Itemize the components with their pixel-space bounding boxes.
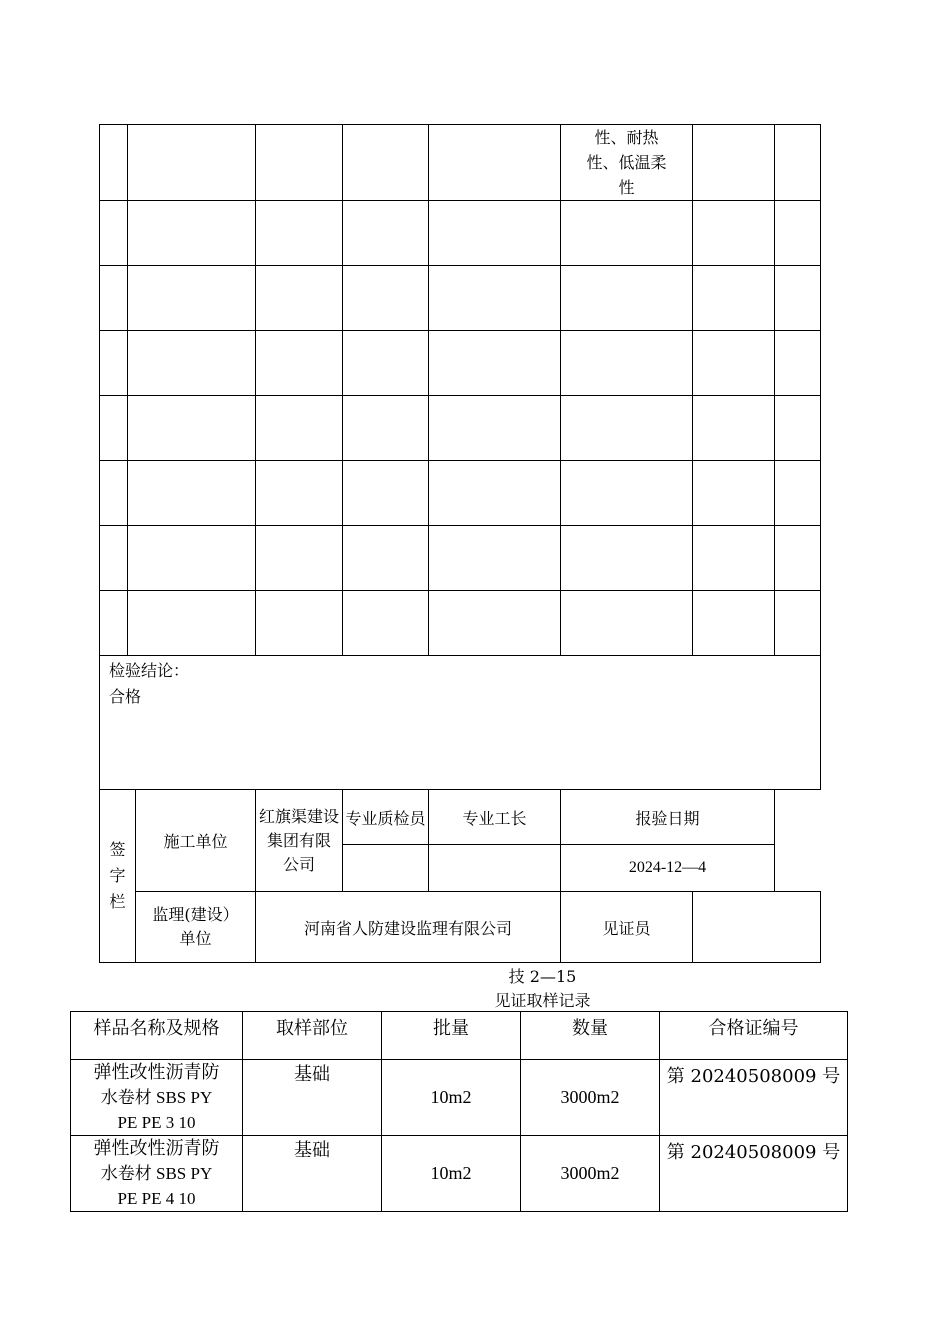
table-cell xyxy=(100,461,128,526)
supervision-label-line: 监理(建设） xyxy=(152,905,239,924)
table-cell xyxy=(693,331,775,396)
table-cell xyxy=(100,396,128,461)
table-cell xyxy=(775,125,821,201)
witness-sampling-table xyxy=(70,1011,848,1212)
column-header: 样品名称及规格 xyxy=(71,1012,243,1060)
table-cell xyxy=(256,526,343,591)
table-cell xyxy=(128,125,256,201)
table-cell xyxy=(100,125,128,201)
table-cell xyxy=(100,266,128,331)
signature-row xyxy=(100,790,821,845)
table-cell xyxy=(429,201,561,266)
table-cell xyxy=(693,591,775,656)
table-cell xyxy=(429,125,561,201)
sample-name-line: 弹性改性沥青防 xyxy=(93,1062,220,1083)
table-cell xyxy=(256,591,343,656)
supervision-value: 河南省人防建设监理有限公司 xyxy=(256,892,561,963)
sample-name xyxy=(71,1060,243,1136)
sample-batch: 10m2 xyxy=(382,1136,521,1212)
conclusion-label: 检验结论： xyxy=(109,661,190,680)
construction-unit-value xyxy=(256,790,343,892)
table-cell xyxy=(693,201,775,266)
table-cell xyxy=(429,591,561,656)
test-items-line: 性、耐热 xyxy=(594,128,659,147)
table-cell xyxy=(128,526,256,591)
inspector-signature xyxy=(343,845,429,892)
signature-label-cell xyxy=(100,790,136,963)
table-cell xyxy=(256,461,343,526)
table-cell xyxy=(343,461,429,526)
table-cell xyxy=(561,266,693,331)
signature-label-char: 栏 xyxy=(109,892,126,911)
foreman-signature xyxy=(429,845,561,892)
table-row xyxy=(100,526,821,591)
table-cell xyxy=(128,591,256,656)
supervision-label xyxy=(136,892,256,963)
table-row xyxy=(71,1136,848,1212)
table-cell xyxy=(429,461,561,526)
table-row xyxy=(100,461,821,526)
table-cell xyxy=(128,396,256,461)
conclusion-cell xyxy=(100,656,821,790)
table-cell xyxy=(775,396,821,461)
table-cell xyxy=(100,201,128,266)
table-cell xyxy=(561,591,693,656)
table-cell xyxy=(775,201,821,266)
table-cell xyxy=(561,201,693,266)
conclusion-row xyxy=(100,656,821,790)
test-items-line: 性 xyxy=(618,178,635,197)
table-row xyxy=(100,266,821,331)
column-header: 数量 xyxy=(521,1012,660,1060)
table-row xyxy=(71,1060,848,1136)
table-row xyxy=(100,591,821,656)
foreman-label: 专业工长 xyxy=(429,790,561,845)
sample-quantity: 3000m2 xyxy=(521,1136,660,1212)
table-row xyxy=(100,331,821,396)
report-date-label: 报验日期 xyxy=(561,790,775,845)
test-items-line: 性、低温柔 xyxy=(586,153,667,172)
table-cell xyxy=(343,396,429,461)
column-header: 取样部位 xyxy=(243,1012,382,1060)
table-cell xyxy=(561,461,693,526)
supervision-label-line: 单位 xyxy=(179,929,212,948)
sample-name xyxy=(71,1136,243,1212)
signature-label-char: 字 xyxy=(109,866,126,885)
table-cell xyxy=(561,526,693,591)
witness-label: 见证员 xyxy=(561,892,693,963)
table-row xyxy=(100,396,821,461)
table-cell xyxy=(343,125,429,201)
conclusion-value: 合格 xyxy=(109,687,142,706)
signature-label-char: 签 xyxy=(109,840,126,859)
inspector-label: 专业质检员 xyxy=(343,790,429,845)
inspection-table xyxy=(99,124,821,963)
table-cell xyxy=(775,461,821,526)
table-cell xyxy=(775,591,821,656)
table-cell xyxy=(693,266,775,331)
table-cell xyxy=(693,461,775,526)
table-cell xyxy=(429,526,561,591)
table-cell xyxy=(561,331,693,396)
table-cell xyxy=(128,266,256,331)
table-cell xyxy=(256,396,343,461)
signature-row xyxy=(100,892,821,963)
sample-name-line: 水卷材 SBS PY xyxy=(100,1088,213,1107)
test-items-cell xyxy=(561,125,693,201)
form-code: 技 2—15 xyxy=(508,967,577,986)
table-row xyxy=(100,125,821,201)
table-cell xyxy=(775,331,821,396)
table-row xyxy=(100,201,821,266)
witness-signature xyxy=(693,892,821,963)
table-cell xyxy=(100,331,128,396)
table-cell xyxy=(343,266,429,331)
construction-unit-line: 红旗渠建设集团有限 xyxy=(258,806,339,850)
sample-name-line: 水卷材 SBS PY xyxy=(100,1164,213,1183)
sample-name-line: 弹性改性沥青防 xyxy=(93,1138,220,1159)
sample-location: 基础 xyxy=(243,1060,382,1136)
certificate-number: 第 20240508009 号 xyxy=(660,1136,848,1212)
table-cell xyxy=(256,125,343,201)
sample-name-line: PE PE 4 10 xyxy=(117,1189,196,1208)
table-cell xyxy=(256,201,343,266)
table-cell xyxy=(693,526,775,591)
table-cell xyxy=(693,396,775,461)
sample-quantity: 3000m2 xyxy=(521,1060,660,1136)
table-cell xyxy=(100,526,128,591)
table-cell xyxy=(429,331,561,396)
sample-location: 基础 xyxy=(243,1136,382,1212)
table-cell xyxy=(429,396,561,461)
table-cell xyxy=(343,526,429,591)
table-cell xyxy=(256,266,343,331)
table-cell xyxy=(256,331,343,396)
table-cell xyxy=(343,201,429,266)
table-cell xyxy=(693,125,775,201)
table-cell xyxy=(343,331,429,396)
column-header: 批量 xyxy=(382,1012,521,1060)
table-cell xyxy=(429,266,561,331)
table-cell xyxy=(775,526,821,591)
report-date-value: 2024-12—4 xyxy=(561,845,775,892)
table-cell xyxy=(128,201,256,266)
table-cell xyxy=(775,266,821,331)
construction-unit-line: 公司 xyxy=(282,854,315,874)
construction-unit-label: 施工单位 xyxy=(136,790,256,892)
table-cell xyxy=(343,591,429,656)
column-header: 合格证编号 xyxy=(660,1012,848,1060)
sample-name-line: PE PE 3 10 xyxy=(117,1113,196,1132)
certificate-number: 第 20240508009 号 xyxy=(660,1060,848,1136)
table-cell xyxy=(561,396,693,461)
sample-batch: 10m2 xyxy=(382,1060,521,1136)
table-cell xyxy=(128,461,256,526)
table-cell xyxy=(128,331,256,396)
form-title: 见证取样记录 xyxy=(494,991,591,1010)
table-cell xyxy=(100,591,128,656)
header-row xyxy=(71,1012,848,1060)
